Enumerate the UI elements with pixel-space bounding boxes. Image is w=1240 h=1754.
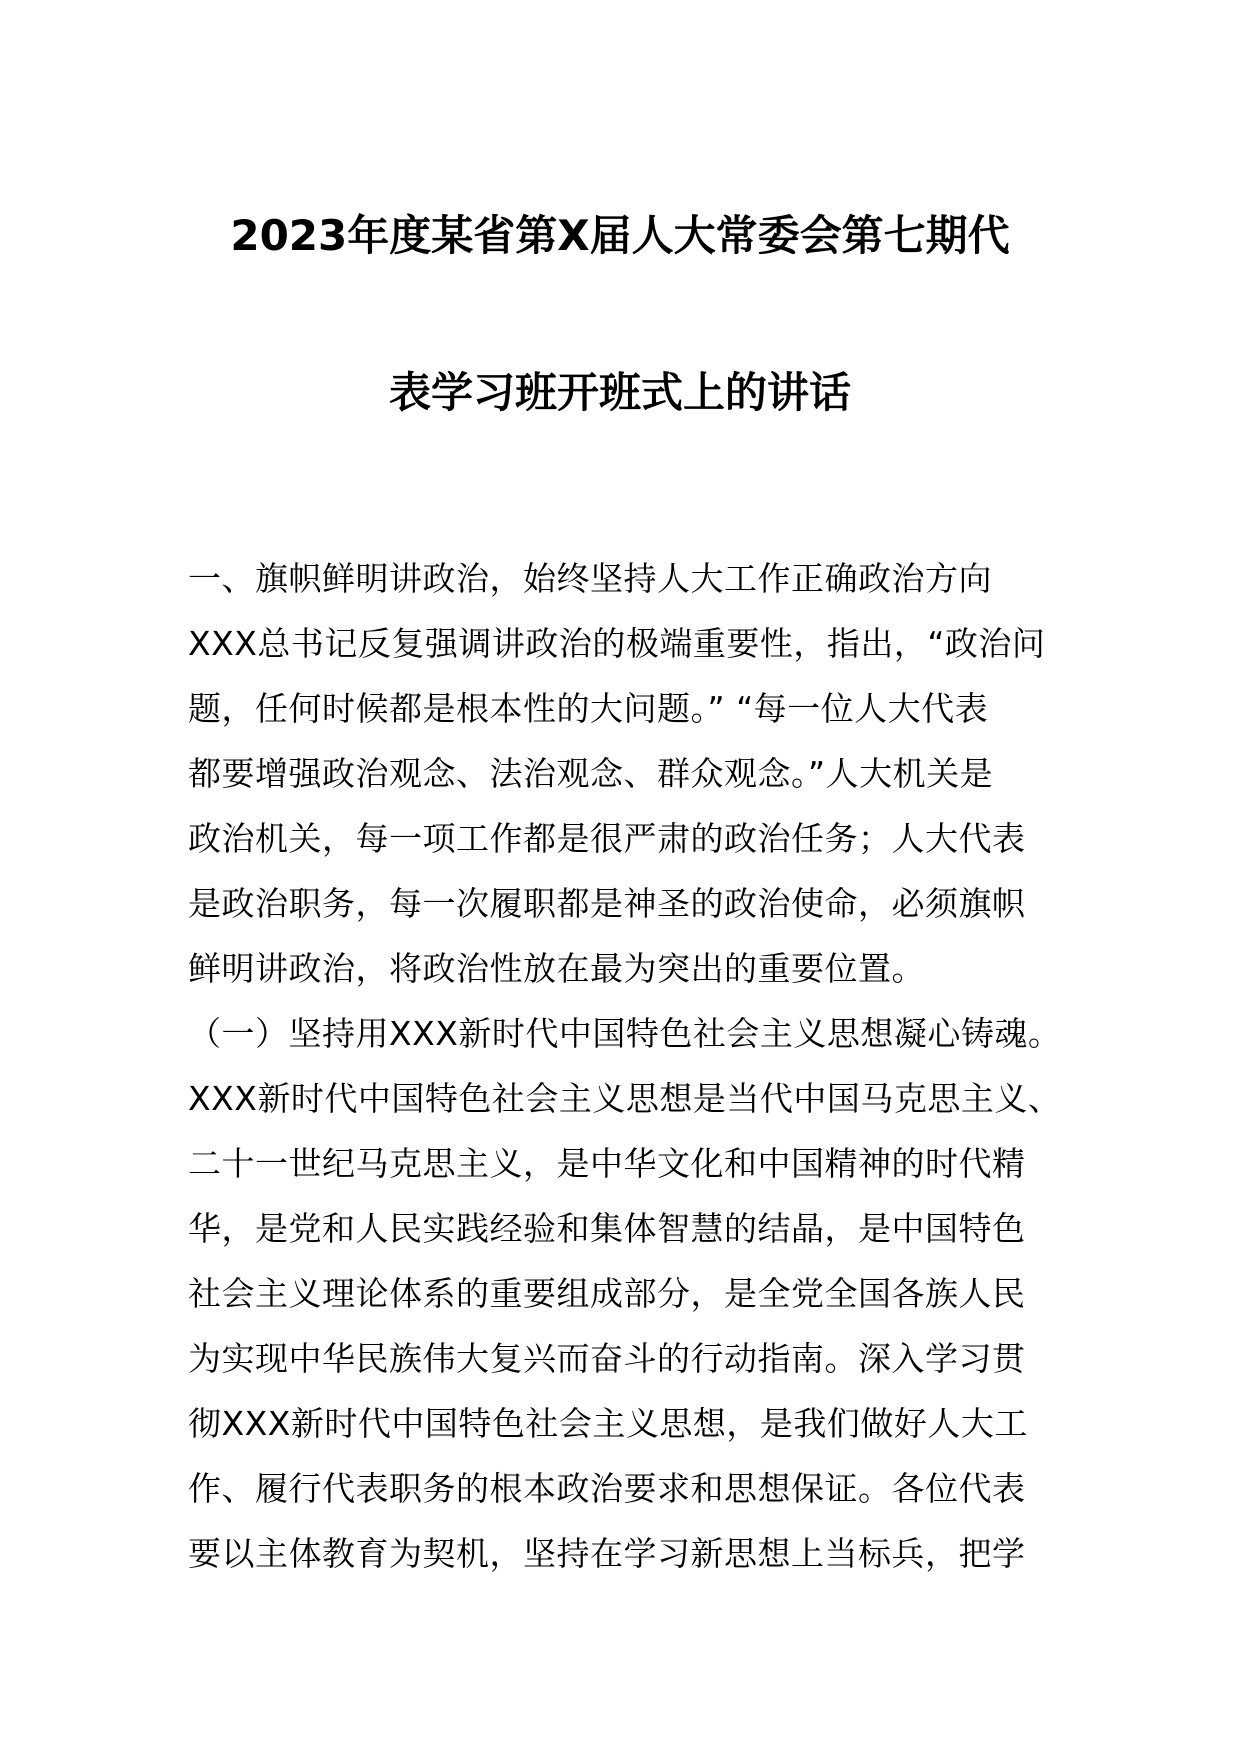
- body-line: XXX新时代中国特色社会主义思想是当代中国马克思主义、: [188, 1079, 1062, 1118]
- body-line: 都要增强政治观念、法治观念、群众观念。”人大机关是: [188, 754, 994, 793]
- body-line: 是政治职务，每一次履职都是神圣的政治使命，必须旗帜: [188, 884, 1026, 923]
- body-line: 二十一世纪马克思主义，是中华文化和中国精神的时代精: [188, 1144, 1026, 1183]
- body-line: 为实现中华民族伟大复兴而奋斗的行动指南。深入学习贯: [188, 1339, 1026, 1378]
- subsection-heading-1: （一）坚持用XXX新时代中国特色社会主义思想凝心铸魂。: [188, 1014, 1062, 1053]
- document-title-line-1: 2023年度某省第X届人大常委会第七期代: [230, 211, 1010, 260]
- section-heading-1: 一、旗帜鲜明讲政治，始终坚持人大工作正确政治方向: [188, 559, 992, 598]
- body-line: 要以主体教育为契机，坚持在学习新思想上当标兵，把学: [188, 1534, 1026, 1573]
- document-body: [188, 546, 1088, 1586]
- body-line: 鲜明讲政治，将政治性放在最为突出的重要位置。: [188, 949, 925, 988]
- body-line: 题，任何时候都是根本性的大问题。” “每一位人大代表: [188, 689, 989, 728]
- body-line: 政治机关，每一项工作都是很严肃的政治任务；人大代表: [188, 819, 1026, 858]
- body-line: 作、履行代表职务的根本政治要求和思想保证。各位代表: [188, 1469, 1026, 1508]
- body-line: 彻XXX新时代中国特色社会主义思想，是我们做好人大工: [188, 1404, 1028, 1443]
- body-line: 社会主义理论体系的重要组成部分，是全党全国各族人民: [188, 1274, 1026, 1313]
- document-title-line-2: 表学习班开班式上的讲话: [388, 368, 851, 417]
- body-line: 华，是党和人民实践经验和集体智慧的结晶，是中国特色: [188, 1209, 1026, 1248]
- body-line: XXX总书记反复强调讲政治的极端重要性，指出，“政治问: [188, 624, 1046, 663]
